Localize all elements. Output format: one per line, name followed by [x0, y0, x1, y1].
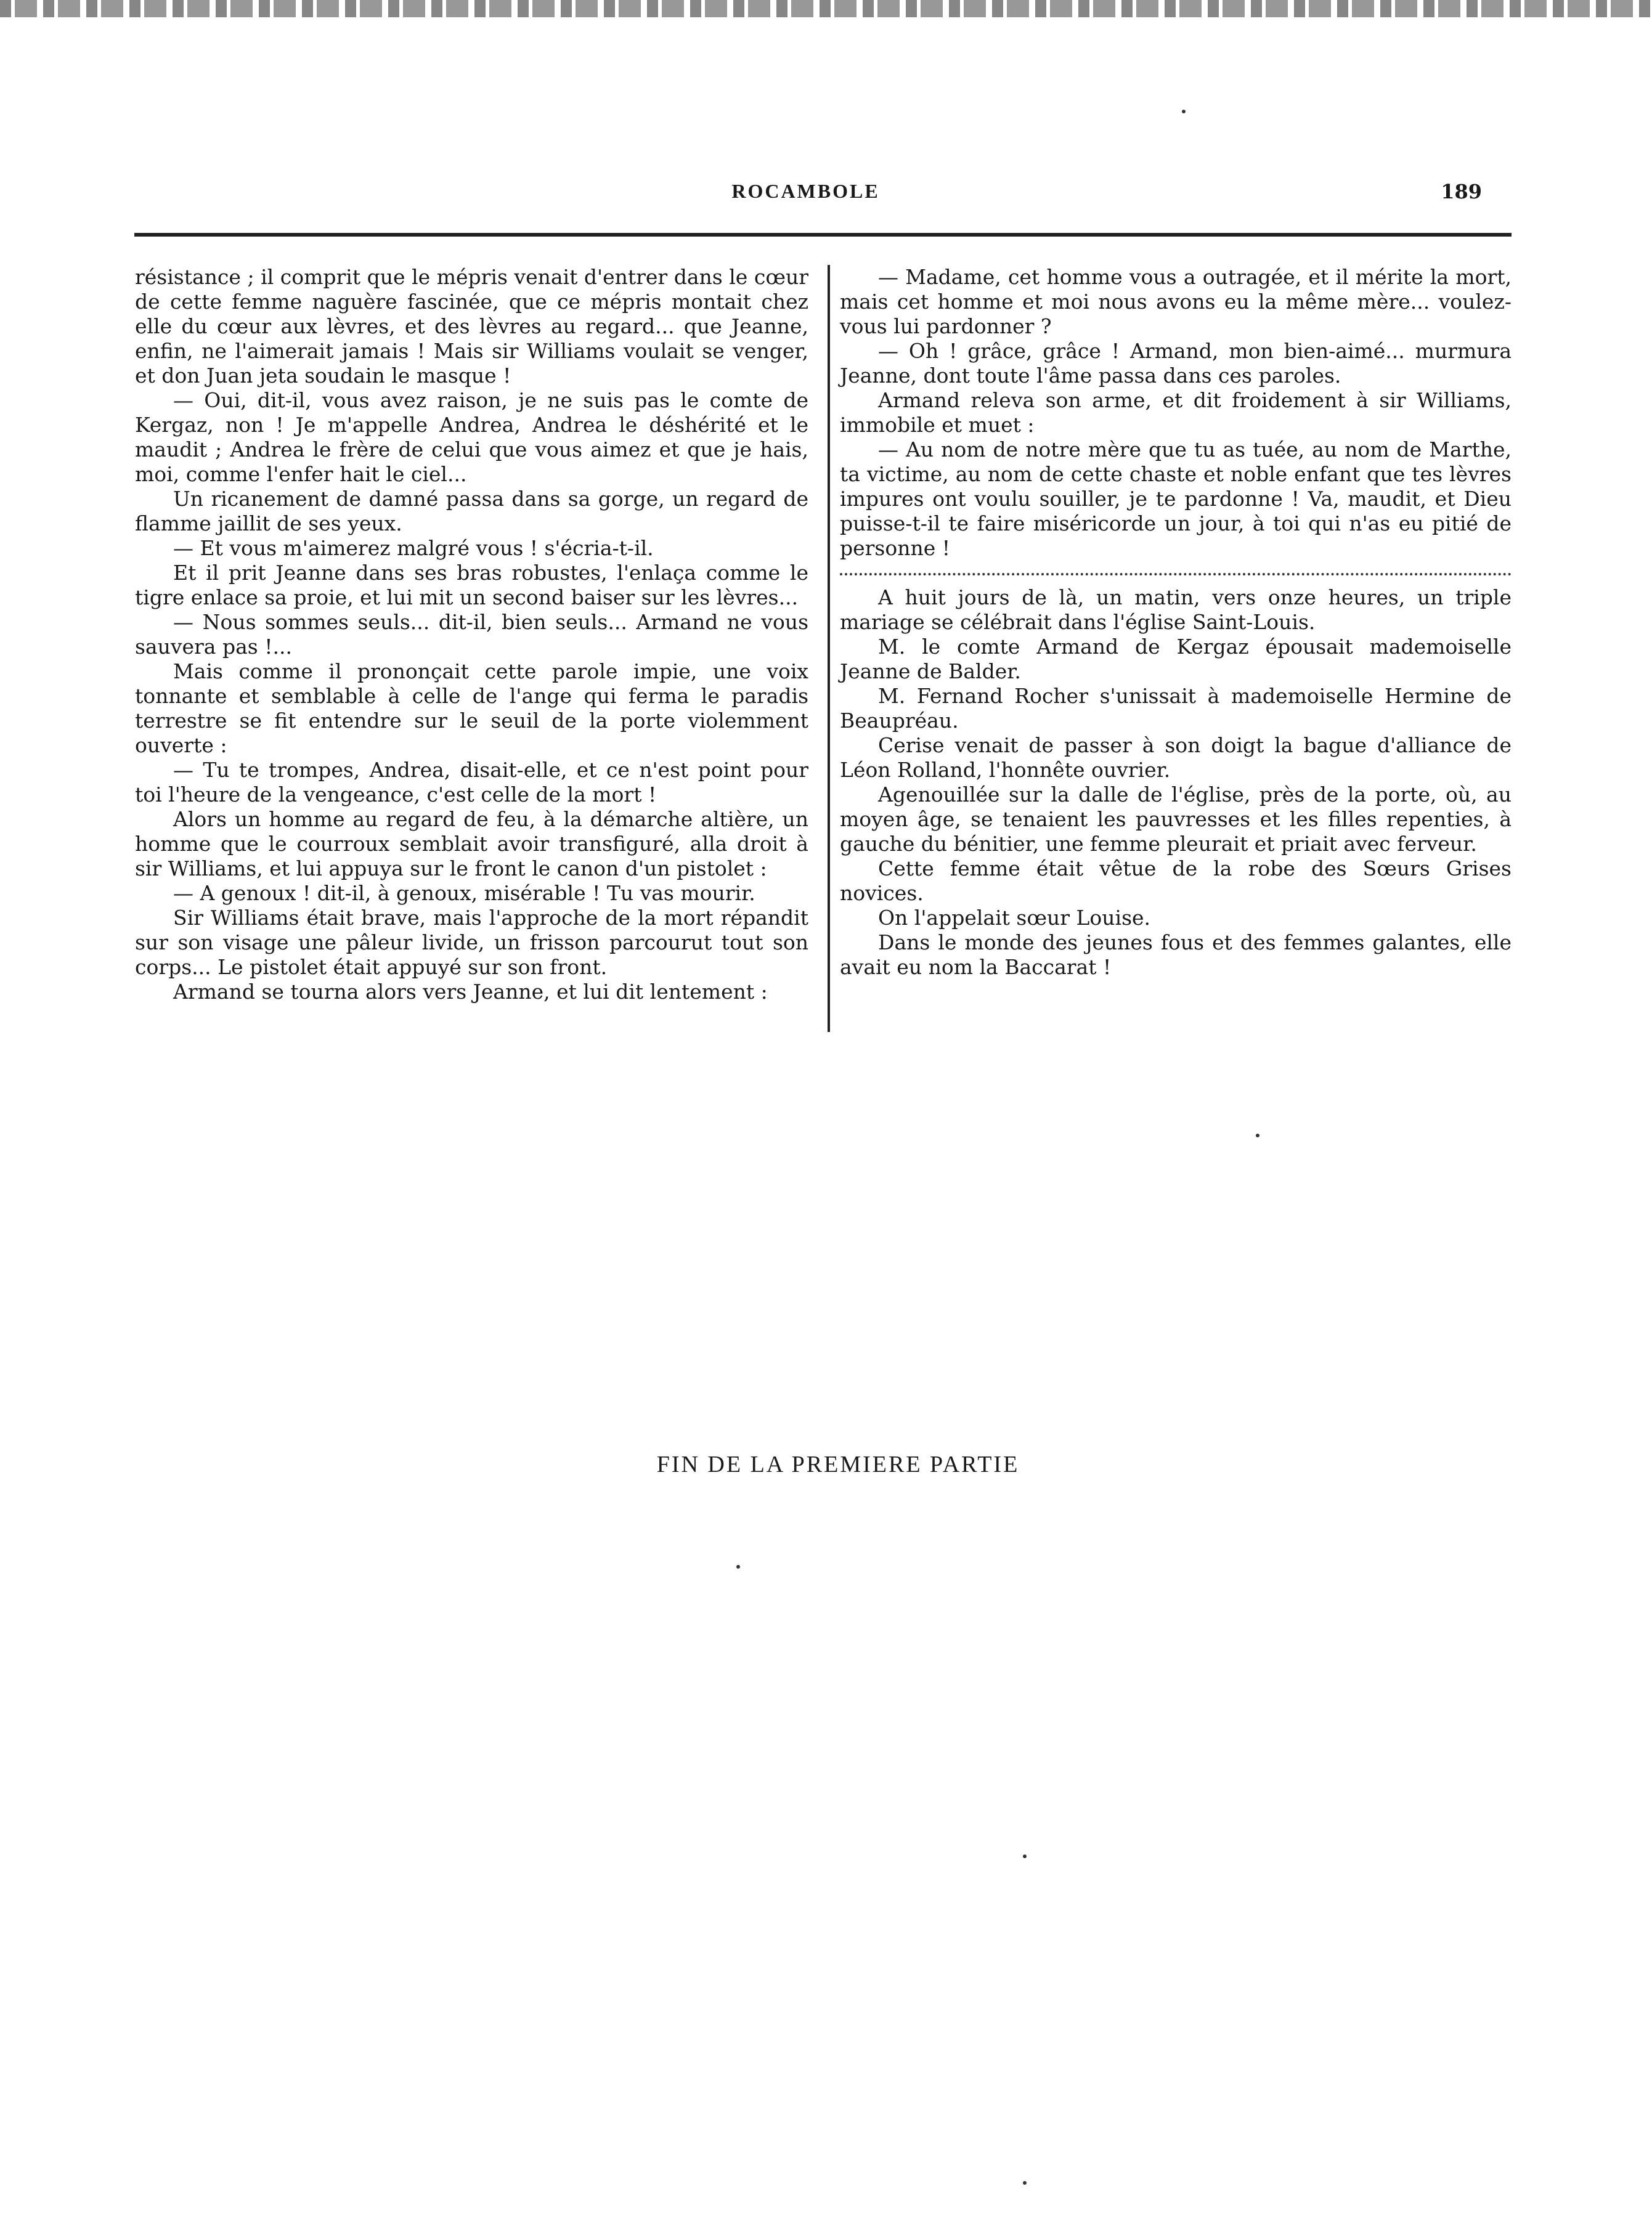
- paragraph: Alors un homme au regard de feu, à la démarche altière, un homme que le courroux semblait avoir transfiguré, alla droit à sir Williams, et lui appuya sur le front le canon d'un pistolet :: [135, 807, 808, 880]
- scan-speck: [1023, 1854, 1027, 1858]
- header-rule: [134, 233, 1512, 237]
- paragraph: — Et vous m'aimerez malgré vous ! s'écria-t-il.: [173, 536, 654, 560]
- paragraph: Armand releva son arme, et dit froidement à sir Williams, immobile et muet :: [840, 388, 1512, 437]
- paragraph: Cerise venait de passer à son doigt la bague d'alliance de Léon Rolland, l'honnête ouvrier.: [840, 733, 1512, 782]
- paragraph: Dans le monde des jeunes fous et des femmes galantes, elle avait eu nom la Baccarat !: [840, 930, 1512, 979]
- page-header: [129, 180, 1482, 217]
- running-title: ROCAMBOLE: [731, 180, 880, 202]
- paragraph: Agenouillée sur la dalle de l'église, près de la porte, où, au moyen âge, se tenaient les pauvresses et les filles repenties, à gauche du bénitier, une femme pleurait et priait avec ferveur.: [840, 782, 1512, 856]
- paragraph: M. Fernand Rocher s'unissait à mademoiselle Hermine de Beaupréau.: [840, 684, 1512, 733]
- right-text-column: [840, 265, 1512, 980]
- paragraph: Mais comme il prononçait cette parole impie, une voix tonnante et semblable à celle de l'ange qui ferma le paradis terrestre se fit entendre sur le seuil de la porte violemment ouverte :: [135, 659, 808, 757]
- scan-speck: [1023, 2181, 1027, 2185]
- paragraph: — Oh ! grâce, grâce ! Armand, mon bien-aimé... murmura Jeanne, dont toute l'âme passa dans ces paroles.: [840, 339, 1512, 388]
- paragraph: On l'appelait sœur Louise.: [878, 906, 1151, 930]
- end-of-part-marker: FIN DE LA PREMIERE PARTIE: [656, 1452, 1020, 1477]
- paragraph: — Nous sommes seuls... dit-il, bien seuls... Armand ne vous sauvera pas !...: [135, 610, 808, 659]
- paragraph: — Oui, dit-il, vous avez raison, je ne suis pas le comte de Kergaz, non ! Je m'appelle Andrea, Andrea le déshérité et le maudit ; Andrea le frère de celui que vous aimez et que je hais, moi, comme l'enfer hait le ciel...: [135, 388, 808, 486]
- paragraph: M. le comte Armand de Kergaz épousait mademoiselle Jeanne de Balder.: [840, 635, 1512, 683]
- column-divider: [828, 265, 830, 1032]
- scan-speck: [1182, 110, 1186, 113]
- paragraph: — Tu te trompes, Andrea, disait-elle, et ce n'est point pour toi l'heure de la vengeance, c'est celle de la mort !: [135, 758, 808, 806]
- page-number: 189: [1441, 180, 1482, 203]
- dotted-separator: [840, 561, 1512, 585]
- paragraph: — Au nom de notre mère que tu as tuée, au nom de Marthe, ta victime, au nom de cette chaste et noble enfant que tes lèvres impures ont voulu souiller, je te pardonne ! Va, maudit, et Dieu puisse-t-il te faire miséricorde un jour, à toi qui n'as eu pitié de personne !: [840, 437, 1512, 560]
- paragraph: Armand se tourna alors vers Jeanne, et lui dit lentement :: [173, 980, 768, 1004]
- scan-edge-artifact: [0, 0, 1652, 17]
- scan-speck: [1256, 1134, 1259, 1137]
- paragraph: Un ricanement de damné passa dans sa gorge, un regard de flamme jaillit de ses yeux.: [135, 487, 808, 535]
- paragraph: résistance ; il comprit que le mépris venait d'entrer dans le cœur de cette femme naguère fascinée, que ce mépris montait chez elle du cœur aux lèvres, et des lèvres au regard... que Jeanne, enfin, ne l'aimerait jamais ! Mais sir Williams voulait se venger, et don Juan jeta soudain le masque !: [135, 265, 808, 388]
- paragraph: — A genoux ! dit-il, à genoux, misérable ! Tu vas mourir.: [173, 881, 755, 905]
- paragraph: Cette femme était vêtue de la robe des Sœurs Grises novices.: [840, 856, 1512, 905]
- paragraph: — Madame, cet homme vous a outragée, et il mérite la mort, mais cet homme et moi nous avons eu la même mère... voulez-vous lui pardonner ?: [840, 265, 1512, 338]
- paragraph: Et il prit Jeanne dans ses bras robustes, l'enlaça comme le tigre enlace sa proie, et lui mit un second baiser sur les lèvres...: [135, 561, 808, 609]
- scan-speck: [736, 1565, 740, 1569]
- left-text-column: [135, 265, 808, 1004]
- paragraph: A huit jours de là, un matin, vers onze heures, un triple mariage se célébrait dans l'église Saint-Louis.: [840, 585, 1512, 634]
- paragraph: Sir Williams était brave, mais l'approche de la mort répandit sur son visage une pâleur livide, un frisson parcourut tout son corps... Le pistolet était appuyé sur son front.: [135, 906, 808, 979]
